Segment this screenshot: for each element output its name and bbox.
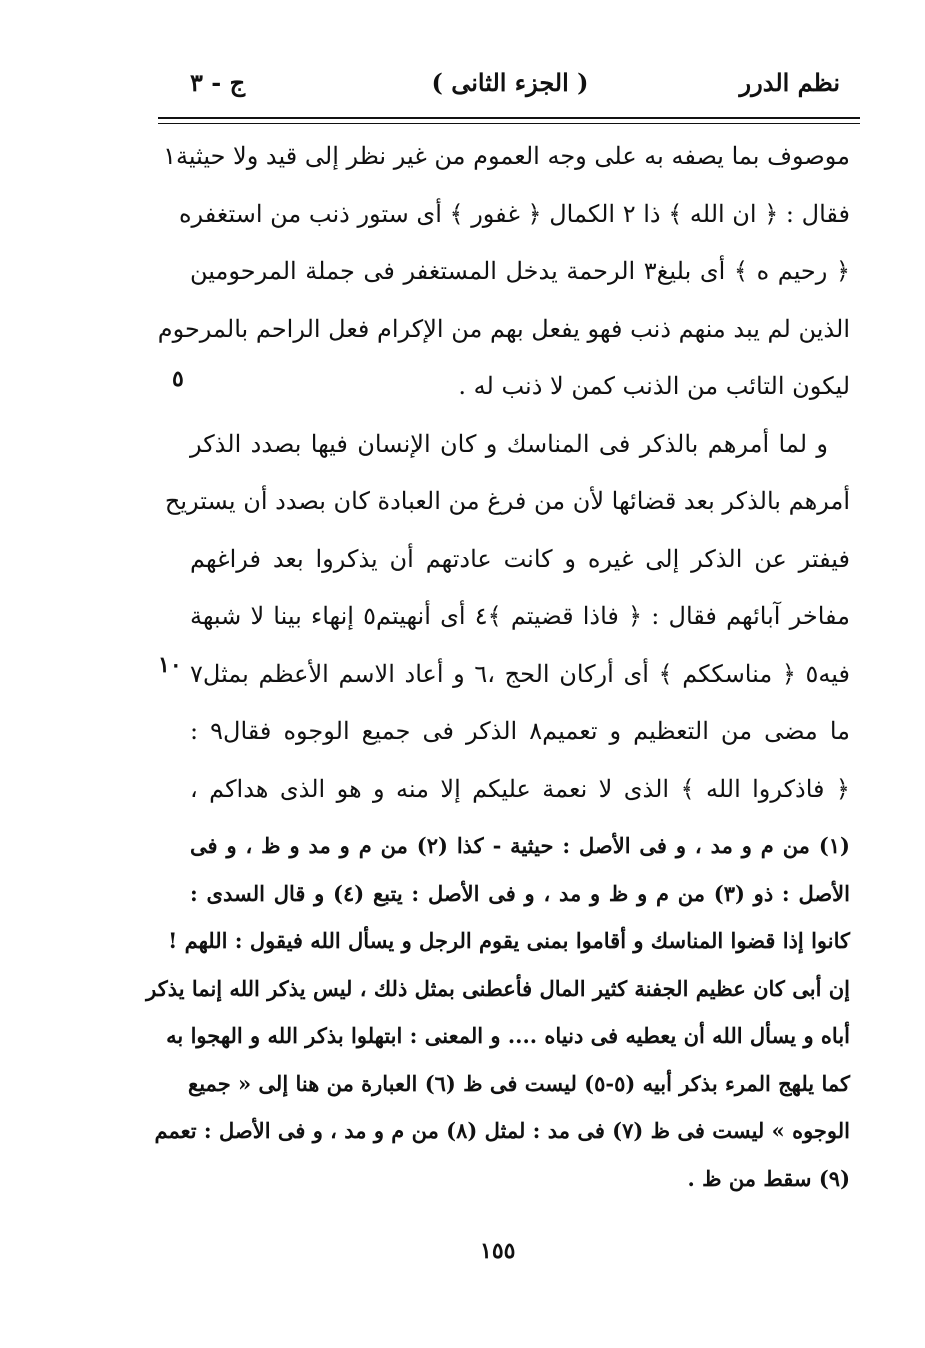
header-rule-thin	[158, 123, 860, 124]
text-line: فيفتر عن الذكر إلى غيره و كانت عادتهم أن يذكروا بعد فراغهم	[190, 544, 850, 573]
text-line: و لما أمرهم بالذكر فى المناسك و كان الإنسان فيها بصدد الذكر	[190, 429, 828, 458]
footnotes	[146, 822, 850, 1202]
line-number-5: ٥	[172, 366, 184, 392]
line-number-10: ١٠	[158, 652, 182, 678]
text-line: الذين لم يبد منهم ذنب فهو يفعل بهم من الإكرام فعل الراحم بالمرحوم	[157, 314, 850, 343]
footnote-line: إن أبى كان عظيم الجفنة كثير المال فأعطنى بمثل ذلك ، ليس يذكر الله إنما يذكر	[146, 975, 850, 1001]
text-line: فيه٥ ﴿ مناسككم ﴾ أى أركان الحج ،٦ و أعاد الاسم الأعظم بمثل٧	[190, 659, 851, 688]
text-line: ﴿ فاذكروا الله ﴾ الذى لا نعمة عليكم إلا منه و هو الذى هداكم ،	[190, 774, 850, 803]
footnote-line: أباه و يسأل الله أن يعطيه فى دنياه .... و المعنى : ابتهلوا بذكر الله و الهجوا به	[166, 1023, 850, 1048]
page-header	[170, 62, 850, 108]
page-number: ١٥٥	[480, 1238, 516, 1264]
text-line: موصوف بما يصفه به على وجه العموم من غير نظر إلى قيد ولا حيثية١	[163, 142, 850, 170]
part-label: ( الجزء الثانى )	[431, 68, 589, 97]
footnote-line: كما يلهج المرء بذكر أبيه (٥-٥) ليست فى ظ (٦) العبارة من هنا إلى « جميع	[188, 1070, 850, 1096]
footnote-line: كانوا إذا قضوا المناسك و أقاموا بمنى يقوم الرجل و يسأل الله فيقول : اللهم !	[168, 928, 850, 953]
footnote-line: الأصل : ذو (٣) من م و ظ و مد ، و فى الأصل : يتبع (٤) و قال السدى :	[190, 880, 850, 906]
text-line: مفاخر آبائهم فقال : ﴿ فاذا قضيتم ﴾٤ أى أنهيتم٥ إنهاء بينا لا شبهة	[190, 602, 851, 630]
footnote-line: (١) من م و مد ، و فى الأصل : حيثية - كذا (٢) من م و مد و ظ ، و فى	[190, 833, 850, 858]
text-line: ﴿ رحيم ه ﴾ أى بليغ٣ الرحمة يدخل المستغفر فى جملة المرحومين	[190, 257, 851, 285]
text-line: ليكون التائب من الذنب كمن لا ذنب له .	[458, 372, 850, 400]
volume-label: ج - ٣	[190, 68, 246, 97]
text-line: فقال : ﴿ ان الله ﴾ ذا ٢ الكمال ﴿ غفور ﴾ أى ستور ذنب من استغفره	[178, 199, 850, 228]
book-title: نظم الدرر	[739, 68, 840, 97]
text-line: ما مضى من التعظيم و تعميم٨ الذكر فى جميع الوجوه فقال٩ :	[190, 717, 850, 745]
footnote-line: الوجوه » ليست فى ظ (٧) فى مد : لمثل (٨) من م و مد ، و فى الأصل : تعمم	[154, 1118, 850, 1143]
footnote-line: (٩) سقط من ظ .	[687, 1165, 850, 1191]
header-rule	[158, 117, 860, 119]
text-line: أمرهم بالذكر بعد قضائها لأن من فرغ من العبادة كان بصدد أن يستريح	[164, 487, 850, 515]
